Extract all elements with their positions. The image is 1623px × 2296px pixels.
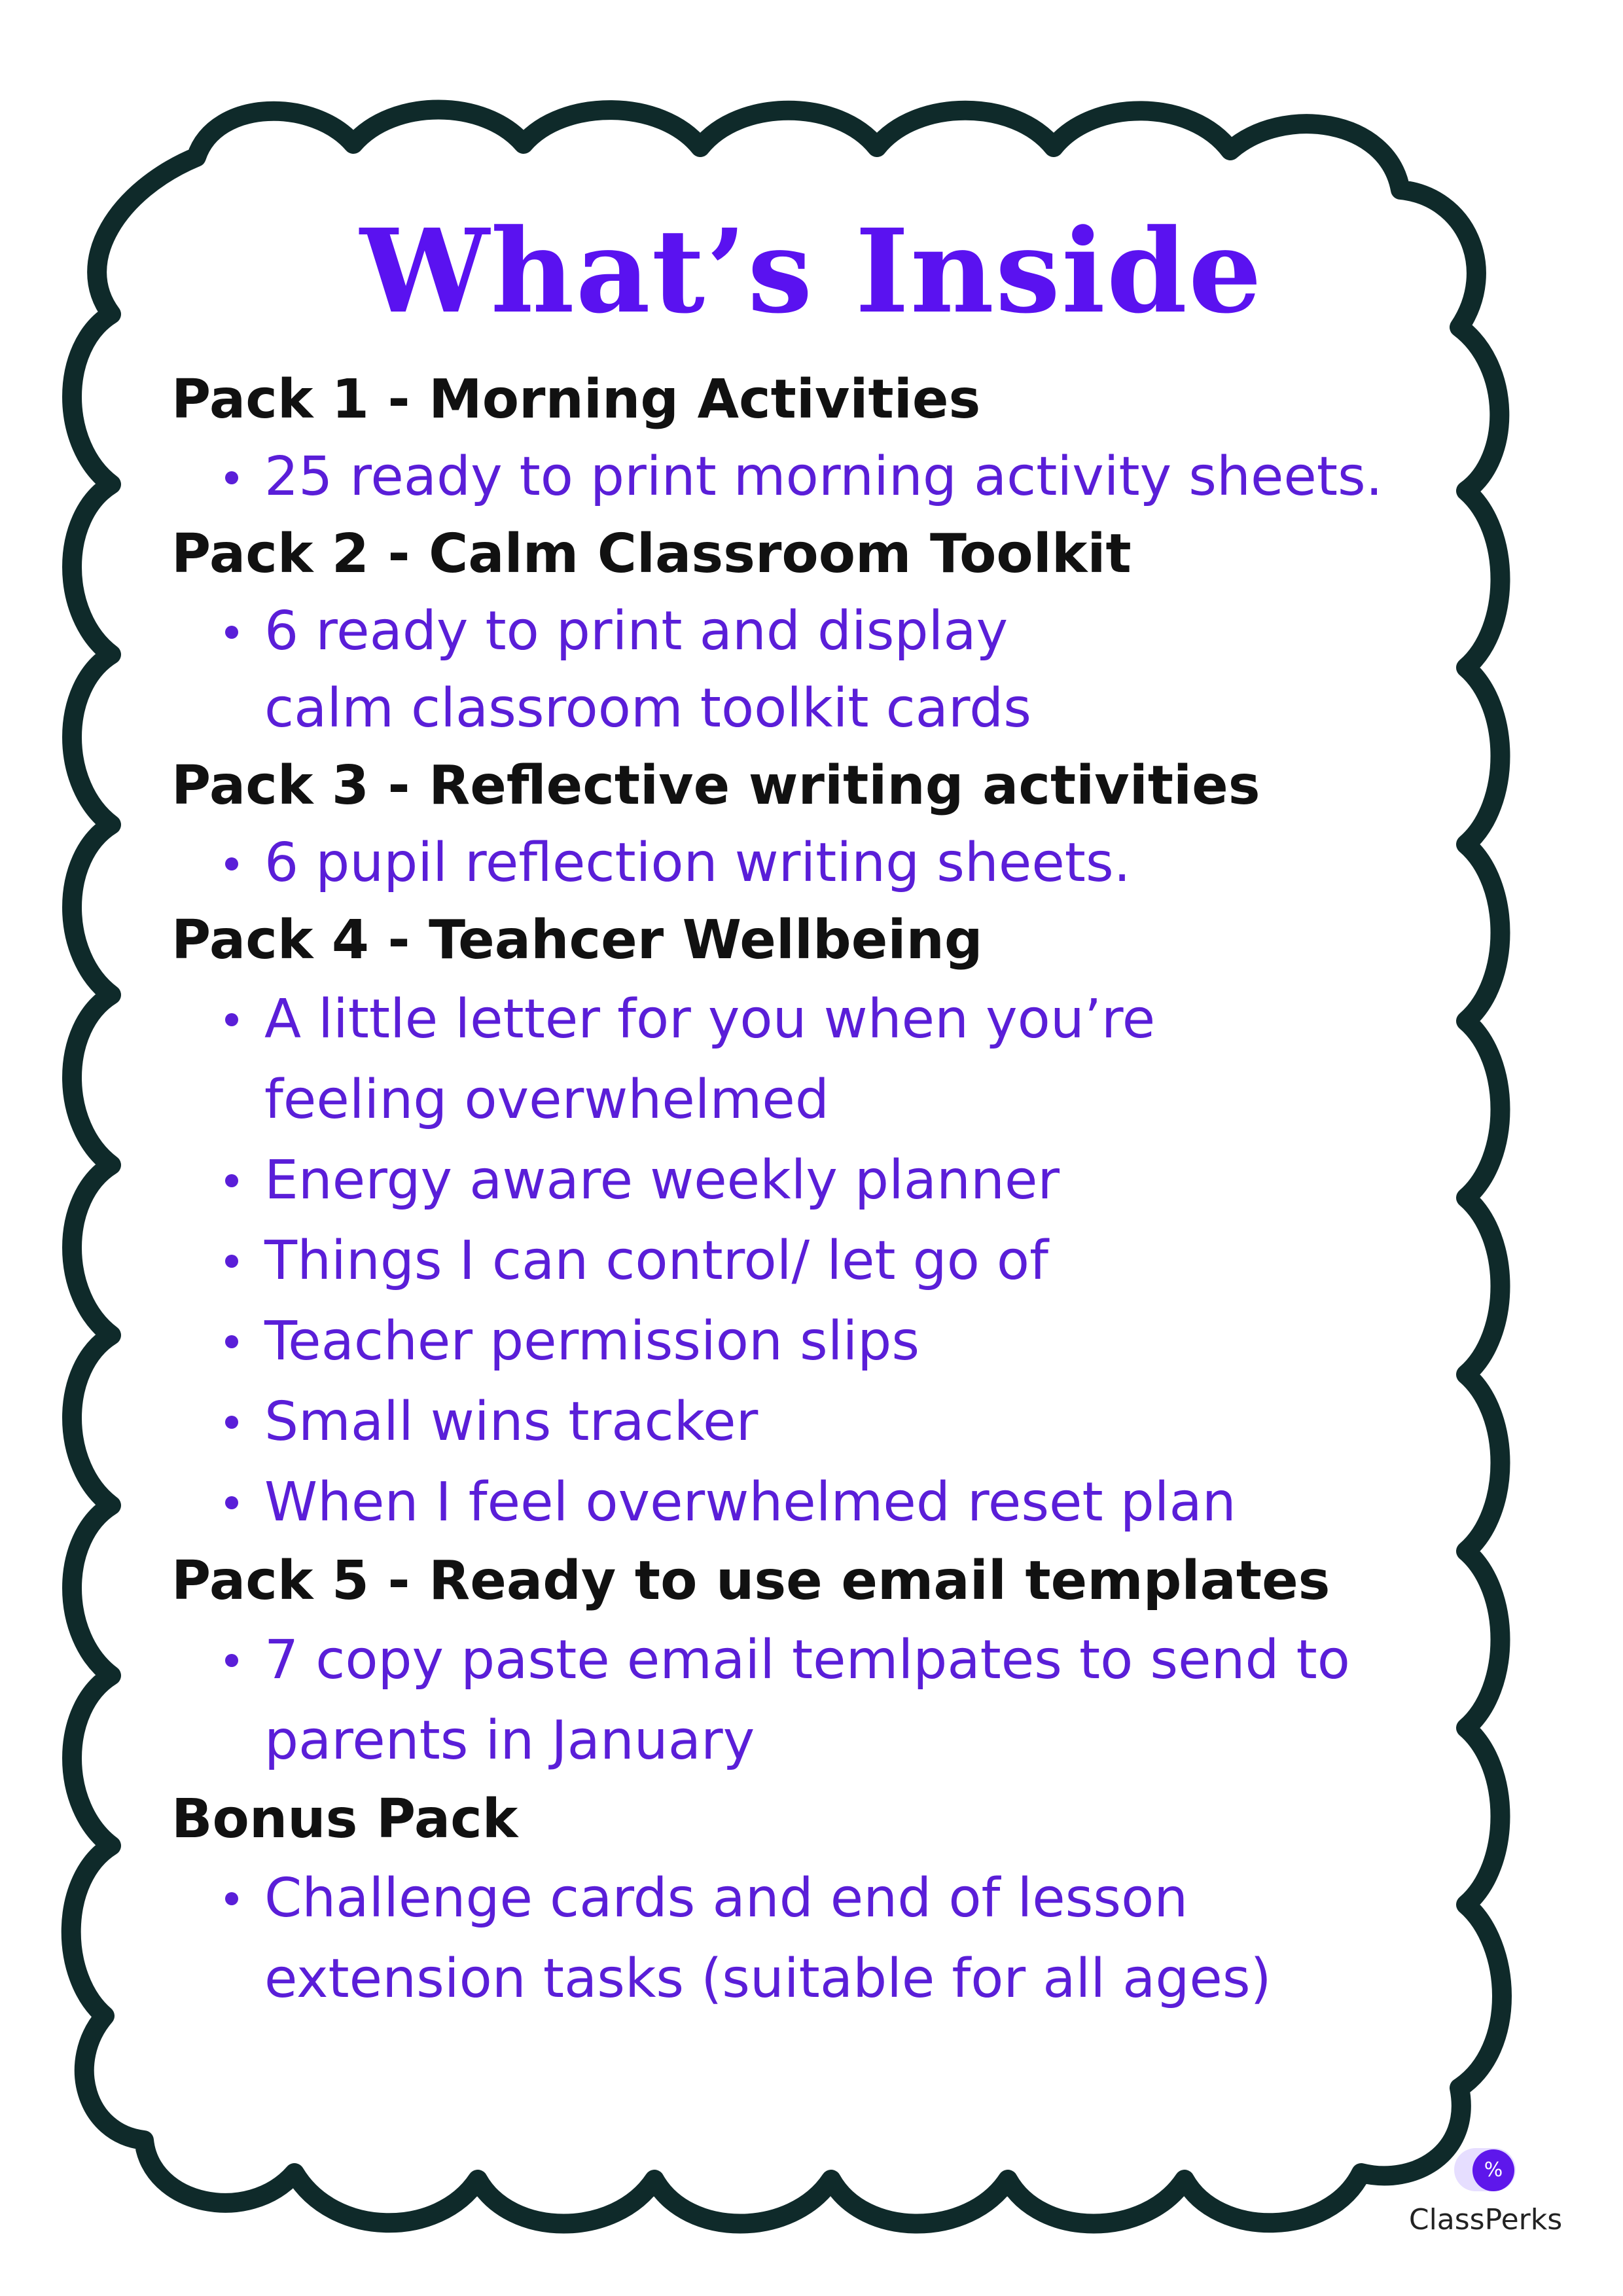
list-item-text: A little letter for you when you’re feeling overwhelmed <box>264 988 1156 1131</box>
list-item-text: When I feel overwhelmed reset plan <box>264 1471 1236 1534</box>
bullet-icon <box>225 471 238 484</box>
pack-4 <box>171 902 1474 1543</box>
pack-title: Pack 1 - Morning Activities <box>171 368 981 431</box>
list-item <box>264 1620 1395 1781</box>
list-item <box>264 1462 1236 1543</box>
bullet-icon <box>225 1892 238 1905</box>
pack-2 <box>171 516 1474 747</box>
list-item <box>264 1382 1199 1462</box>
list-item-text: 7 copy paste email temlpates to send to parents in January <box>264 1629 1350 1772</box>
list-item-text: Teacher permission slips <box>264 1310 920 1372</box>
list-item <box>264 1301 1199 1382</box>
list-item <box>264 439 1474 516</box>
pack-list <box>171 361 1474 2019</box>
bullet-icon <box>225 1174 238 1187</box>
list-item-text: Things I can control/ let go of <box>264 1230 1048 1292</box>
list-item-text: Small wins tracker <box>264 1391 758 1453</box>
bullet-icon <box>225 1496 238 1509</box>
list-item <box>264 1858 1356 2019</box>
pack-1 <box>171 361 1474 516</box>
pack-title: Pack 2 - Calm Classroom Toolkit <box>171 523 1132 585</box>
logo-wordmark: ClassPerks <box>1408 2203 1563 2236</box>
bullet-icon <box>225 1255 238 1268</box>
list-item-text: 25 ready to print morning activity sheets. <box>264 446 1383 508</box>
list-item <box>264 593 1147 747</box>
bullet-icon <box>225 1654 238 1667</box>
list-item-text: Challenge cards and end of lesson extension tasks (suitable for all ages) <box>264 1867 1272 2010</box>
percent-icon: % <box>1472 2149 1514 2191</box>
list-item-text: Energy aware weekly planner <box>264 1149 1060 1211</box>
bullet-icon <box>225 626 238 639</box>
bullet-icon <box>225 1416 238 1429</box>
list-item <box>264 1221 1199 1301</box>
bullet-icon <box>225 1013 238 1026</box>
list-item <box>264 1140 1199 1221</box>
pack-title: Pack 3 - Reflective writing activities <box>171 755 1260 817</box>
pack-title: Pack 5 - Ready to use email templates <box>171 1550 1330 1612</box>
pack-items <box>171 979 1474 1543</box>
bullet-icon <box>225 1335 238 1348</box>
classperks-logo <box>1400 2148 1571 2253</box>
pack-items <box>171 593 1474 747</box>
page-title: What’s Inside <box>360 204 1263 339</box>
pack-5 <box>171 1543 1474 1781</box>
pack-3 <box>171 747 1474 902</box>
pack-items <box>171 825 1474 902</box>
list-item-text: 6 pupil reflection writing sheets. <box>264 832 1131 894</box>
pack-title: Bonus Pack <box>171 1788 518 1850</box>
pack-title: Pack 4 - Teahcer Wellbeing <box>171 909 983 971</box>
bullet-icon <box>225 857 238 870</box>
pack-items <box>171 439 1474 516</box>
bonus-pack <box>171 1781 1474 2019</box>
list-item-text: 6 ready to print and display calm classroom toolkit cards <box>264 600 1031 740</box>
pack-items <box>171 1858 1474 2019</box>
list-item <box>264 825 1474 902</box>
pack-items <box>171 1620 1474 1781</box>
list-item <box>264 979 1199 1140</box>
